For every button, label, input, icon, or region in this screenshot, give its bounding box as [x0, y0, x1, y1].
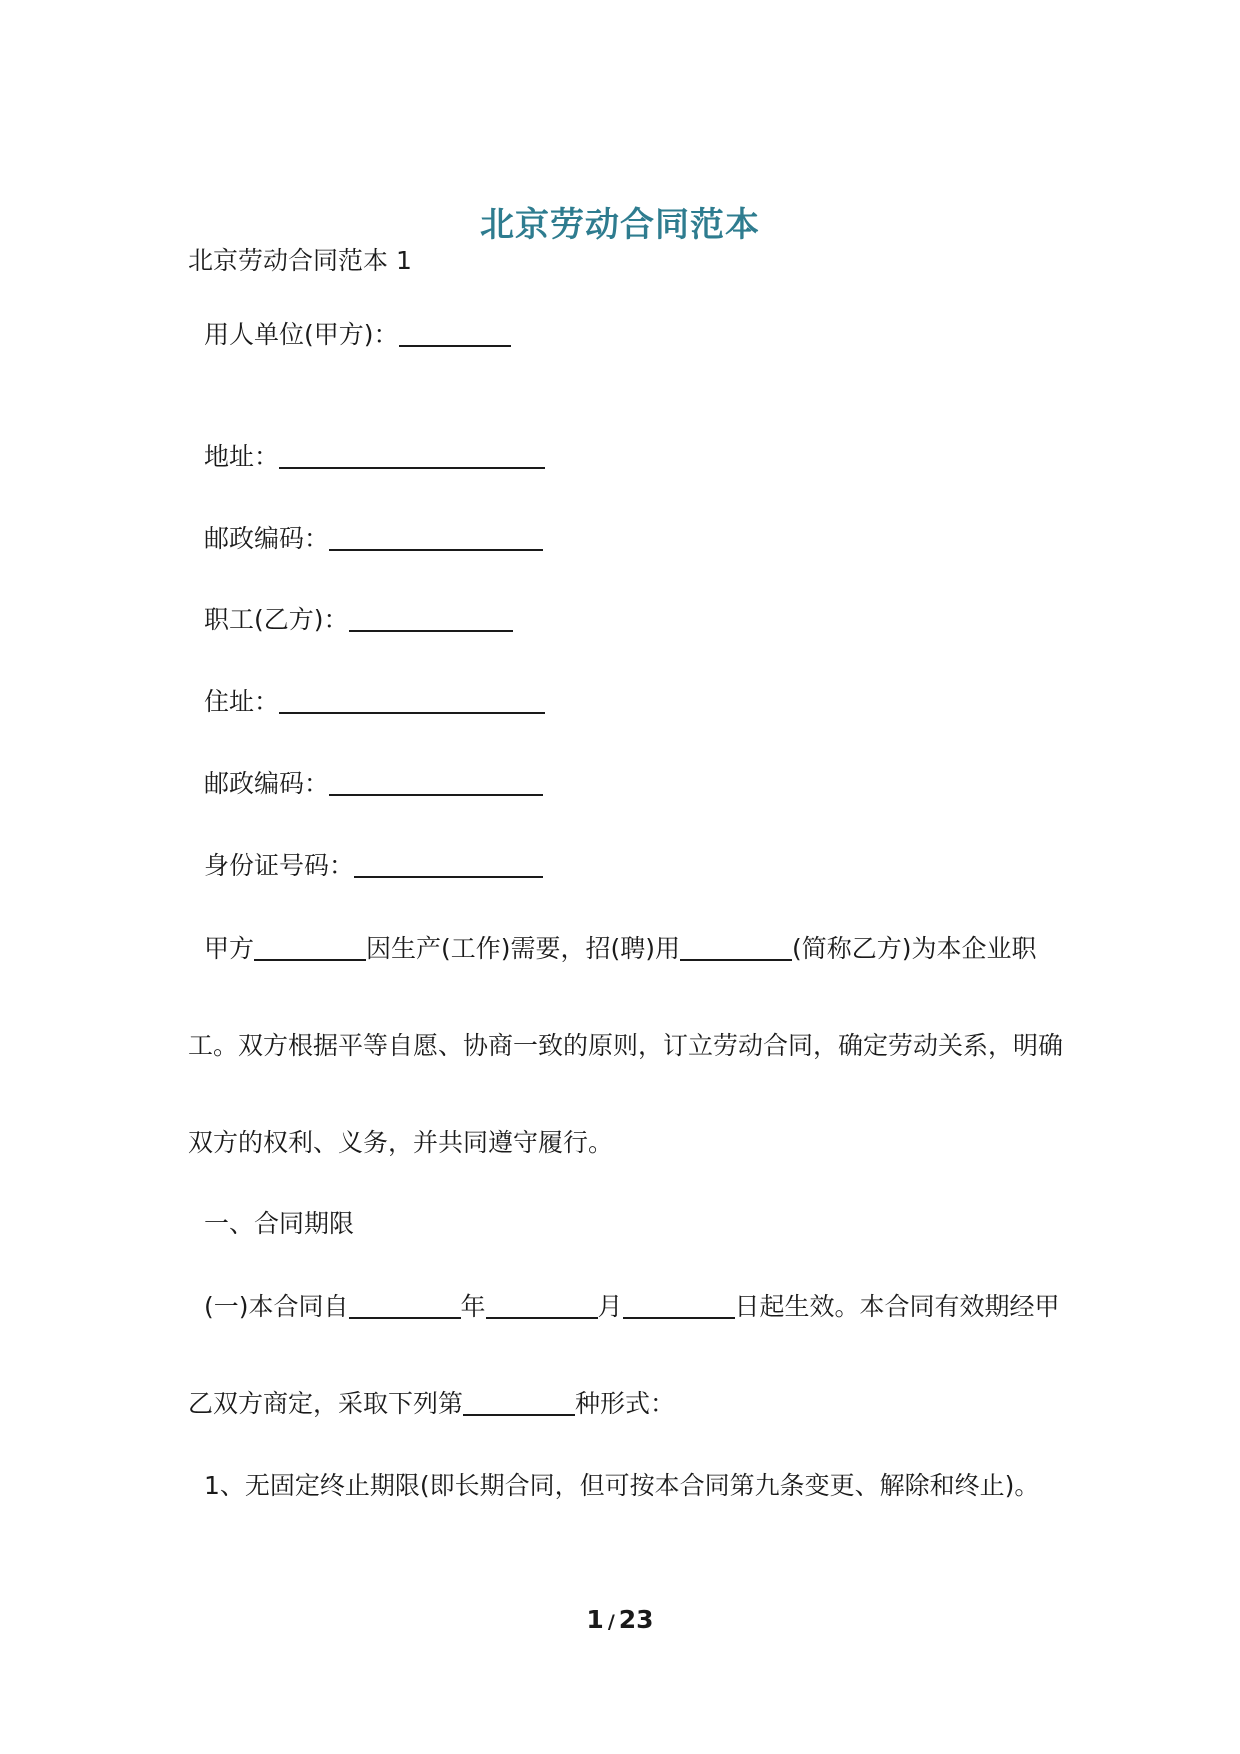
employer-blank[interactable]	[399, 319, 511, 347]
field-postcode-1	[204, 522, 543, 556]
field-postcode-2	[204, 767, 543, 801]
postcode-1-blank[interactable]	[329, 523, 543, 551]
field-residence-label: 住址：	[204, 687, 280, 716]
field-residence	[204, 685, 545, 719]
paragraph-1-line-1	[204, 932, 1037, 966]
para1-text-1: 甲方	[204, 934, 255, 963]
paragraph-2-line-1	[204, 1290, 1060, 1324]
para1-text-3: (简称乙方)为本企业职	[792, 934, 1037, 963]
field-postcode-2-label: 邮政编码：	[204, 769, 330, 798]
field-id-number-label: 身份证号码：	[204, 851, 355, 880]
item-1: 1、无固定终止期限(即长期合同，但可按本合同第九条变更、解除和终止)。	[204, 1471, 1040, 1500]
residence-blank[interactable]	[279, 686, 545, 714]
document-subtitle: 北京劳动合同范本 1	[188, 246, 412, 275]
total-page-count: 23	[618, 1605, 654, 1634]
current-page-number: 1	[586, 1605, 604, 1634]
postcode-2-blank[interactable]	[329, 768, 543, 796]
field-employee	[204, 603, 513, 637]
id-number-blank[interactable]	[354, 850, 543, 878]
para1-text-2: 因生产(工作)需要，招(聘)用	[366, 934, 681, 963]
para2-text-3: 月	[597, 1292, 623, 1321]
field-address-label: 地址：	[204, 442, 280, 471]
month-blank[interactable]	[486, 1291, 598, 1319]
para2-text-4: 日起生效。本合同有效期经甲	[734, 1292, 1060, 1321]
para2-text-2: 年	[460, 1292, 486, 1321]
field-address	[204, 440, 545, 474]
field-employer	[204, 318, 511, 352]
field-employee-label: 职工(乙方)：	[204, 605, 349, 634]
party-a-blank[interactable]	[254, 933, 366, 961]
paragraph-2-line-2	[188, 1387, 675, 1421]
para2-text-6: 种形式：	[575, 1389, 676, 1418]
para2-text-5: 乙双方商定，采取下列第	[188, 1389, 464, 1418]
section-1-heading: 一、合同期限	[204, 1209, 355, 1238]
year-blank[interactable]	[349, 1291, 461, 1319]
field-employer-label: 用人单位(甲方)：	[204, 320, 399, 349]
day-blank[interactable]	[623, 1291, 735, 1319]
page-footer	[0, 1605, 1240, 1634]
document-title: 北京劳动合同范本	[480, 205, 760, 245]
party-b-blank[interactable]	[680, 933, 792, 961]
para2-text-1: (一)本合同自	[204, 1292, 349, 1321]
page-separator: /	[607, 1611, 615, 1633]
field-id-number	[204, 849, 543, 883]
paragraph-1-line-3: 双方的权利、义务，并共同遵守履行。	[188, 1128, 614, 1157]
address-blank[interactable]	[279, 441, 545, 469]
field-postcode-1-label: 邮政编码：	[204, 524, 330, 553]
employee-blank[interactable]	[349, 604, 513, 632]
form-number-blank[interactable]	[463, 1388, 575, 1416]
paragraph-1-line-2: 工。双方根据平等自愿、协商一致的原则，订立劳动合同，确定劳动关系，明确	[188, 1031, 1064, 1060]
